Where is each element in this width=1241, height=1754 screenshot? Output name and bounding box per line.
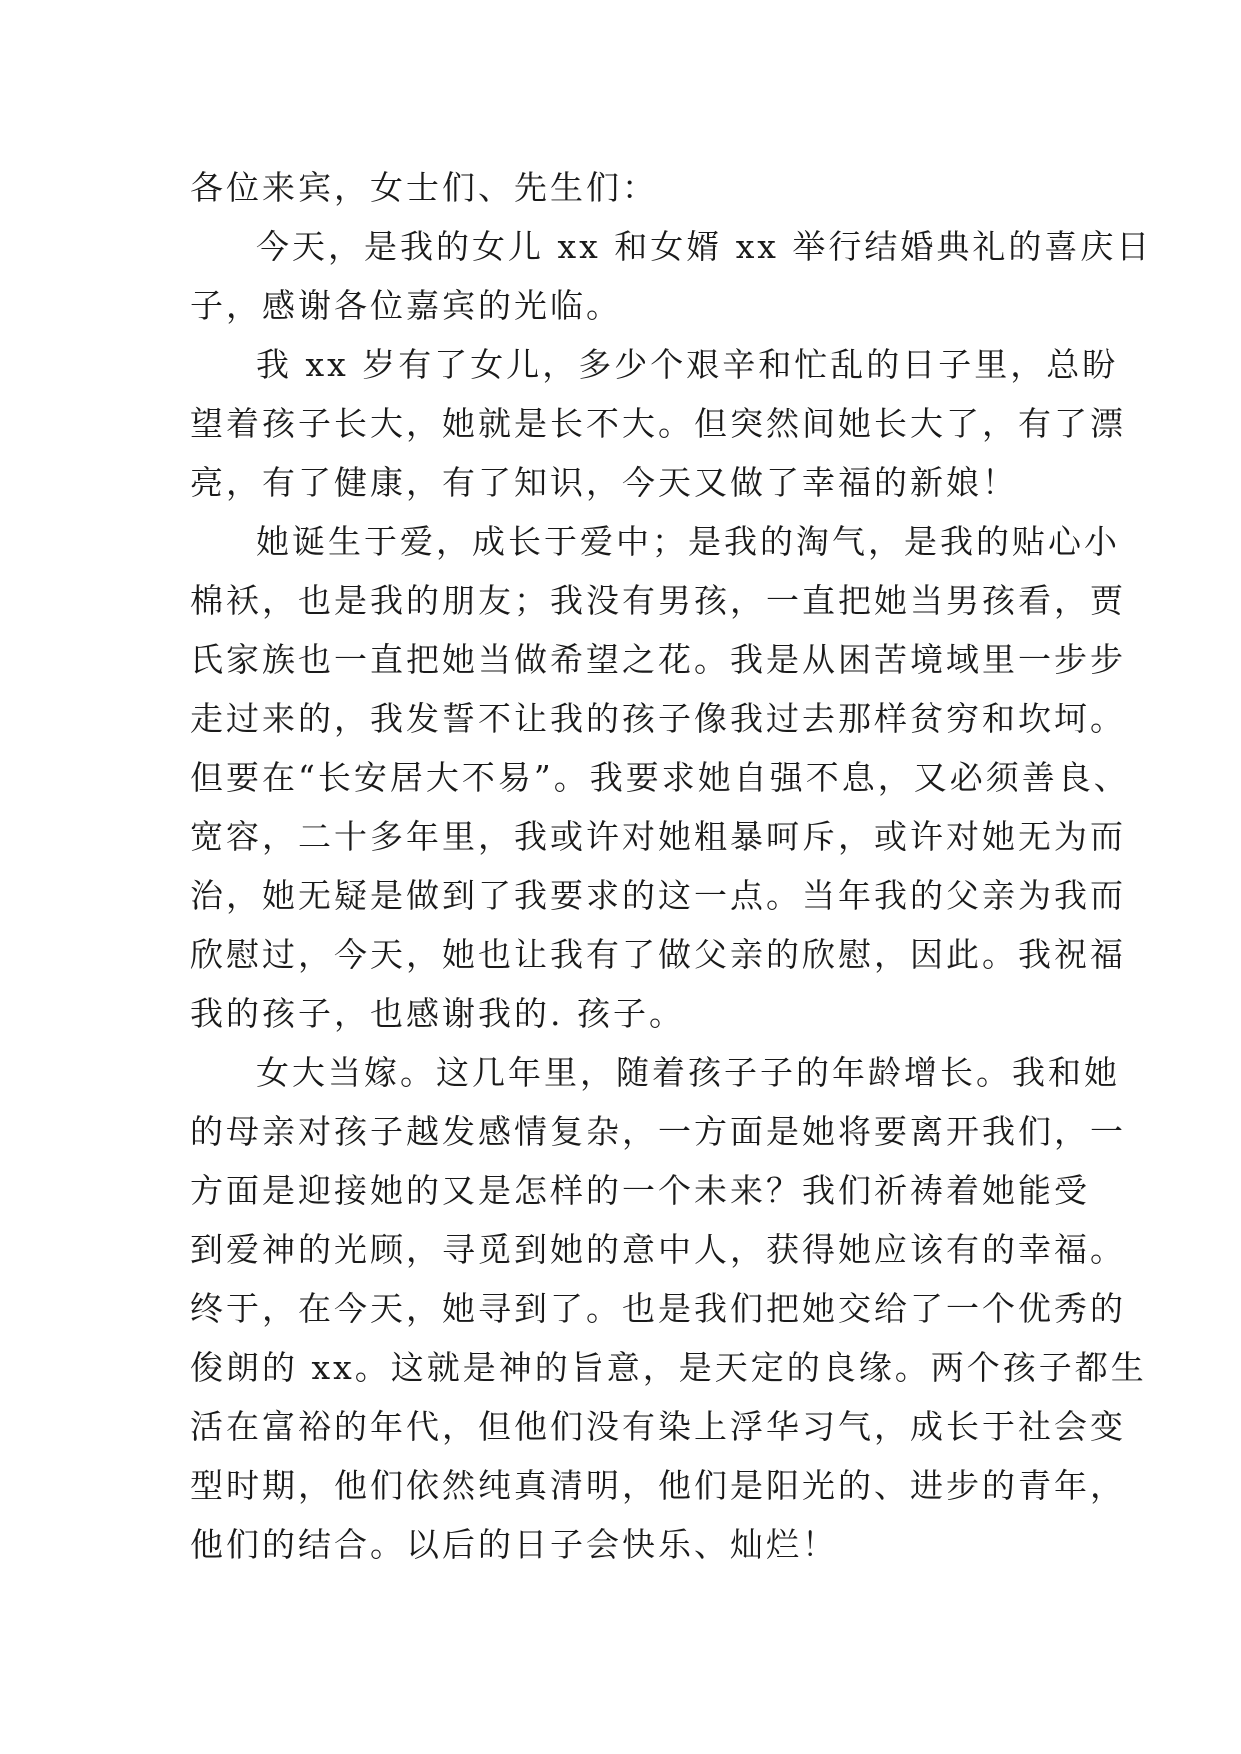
- text-line: 到爱神的光顾，寻觅到她的意中人，获得她应该有的幸福。: [190, 1230, 1126, 1269]
- text-line: 我 xx 岁有了女儿，多少个艰辛和忙乱的日子里，总盼: [256, 345, 1119, 384]
- text-line: 终于，在今天，她寻到了。也是我们把她交给了一个优秀的: [190, 1289, 1126, 1328]
- text-line: 棉袄，也是我的朋友；我没有男孩，一直把她当男孩看，贾: [190, 581, 1126, 620]
- text-line: 子，感谢各位嘉宾的光临。: [190, 286, 622, 325]
- text-line: 今天，是我的女儿 xx 和女婿 xx 举行结婚典礼的喜庆日: [256, 227, 1153, 266]
- text-line: 各位来宾，女士们、先生们：: [190, 168, 658, 207]
- text-line: 望着孩子长大，她就是长不大。但突然间她长大了，有了漂: [190, 404, 1126, 443]
- text-line: 方面是迎接她的又是怎样的一个未来？我们祈祷着她能受: [190, 1171, 1090, 1210]
- text-line: 她诞生于爱，成长于爱中；是我的淘气，是我的贴心小: [256, 522, 1120, 561]
- text-line: 俊朗的 xx。这就是神的旨意，是天定的良缘。两个孩子都生: [190, 1348, 1147, 1387]
- text-line: 欣慰过，今天，她也让我有了做父亲的欣慰，因此。我祝福: [190, 935, 1126, 974]
- text-line: 的母亲对孩子越发感情复杂，一方面是她将要离开我们，一: [190, 1112, 1126, 1151]
- text-line: 亮，有了健康，有了知识，今天又做了幸福的新娘！: [190, 463, 1018, 502]
- text-line: 但要在“长安居大不易”。我要求她自强不息，又必须善良、: [190, 758, 1130, 797]
- text-line: 氏家族也一直把她当做希望之花。我是从困苦境域里一步步: [190, 640, 1126, 679]
- text-line: 女大当嫁。这几年里，随着孩子子的年龄增长。我和她: [256, 1053, 1120, 1092]
- paragraph-1: [190, 217, 1153, 335]
- text-line: 型时期，他们依然纯真清明，他们是阳光的、进步的青年，: [190, 1466, 1126, 1505]
- paragraph-3: [190, 512, 1130, 1043]
- text-line: 走过来的，我发誓不让我的孩子像我过去那样贫穷和坎坷。: [190, 699, 1126, 738]
- paragraph-4: [190, 1043, 1147, 1574]
- text-line: 他们的结合。以后的日子会快乐、灿烂！: [190, 1525, 838, 1564]
- paragraph-2: [190, 335, 1126, 512]
- text-line: 我的孩子，也感谢我的. 孩子。: [190, 994, 685, 1033]
- text-line: 活在富裕的年代，但他们没有染上浮华习气，成长于社会变: [190, 1407, 1126, 1446]
- text-line: 宽容，二十多年里，我或许对她粗暴呵斥，或许对她无为而: [190, 817, 1126, 856]
- salutation-paragraph: [190, 158, 1070, 217]
- document-body: [190, 158, 1153, 1574]
- text-line: 治，她无疑是做到了我要求的这一点。当年我的父亲为我而: [190, 876, 1126, 915]
